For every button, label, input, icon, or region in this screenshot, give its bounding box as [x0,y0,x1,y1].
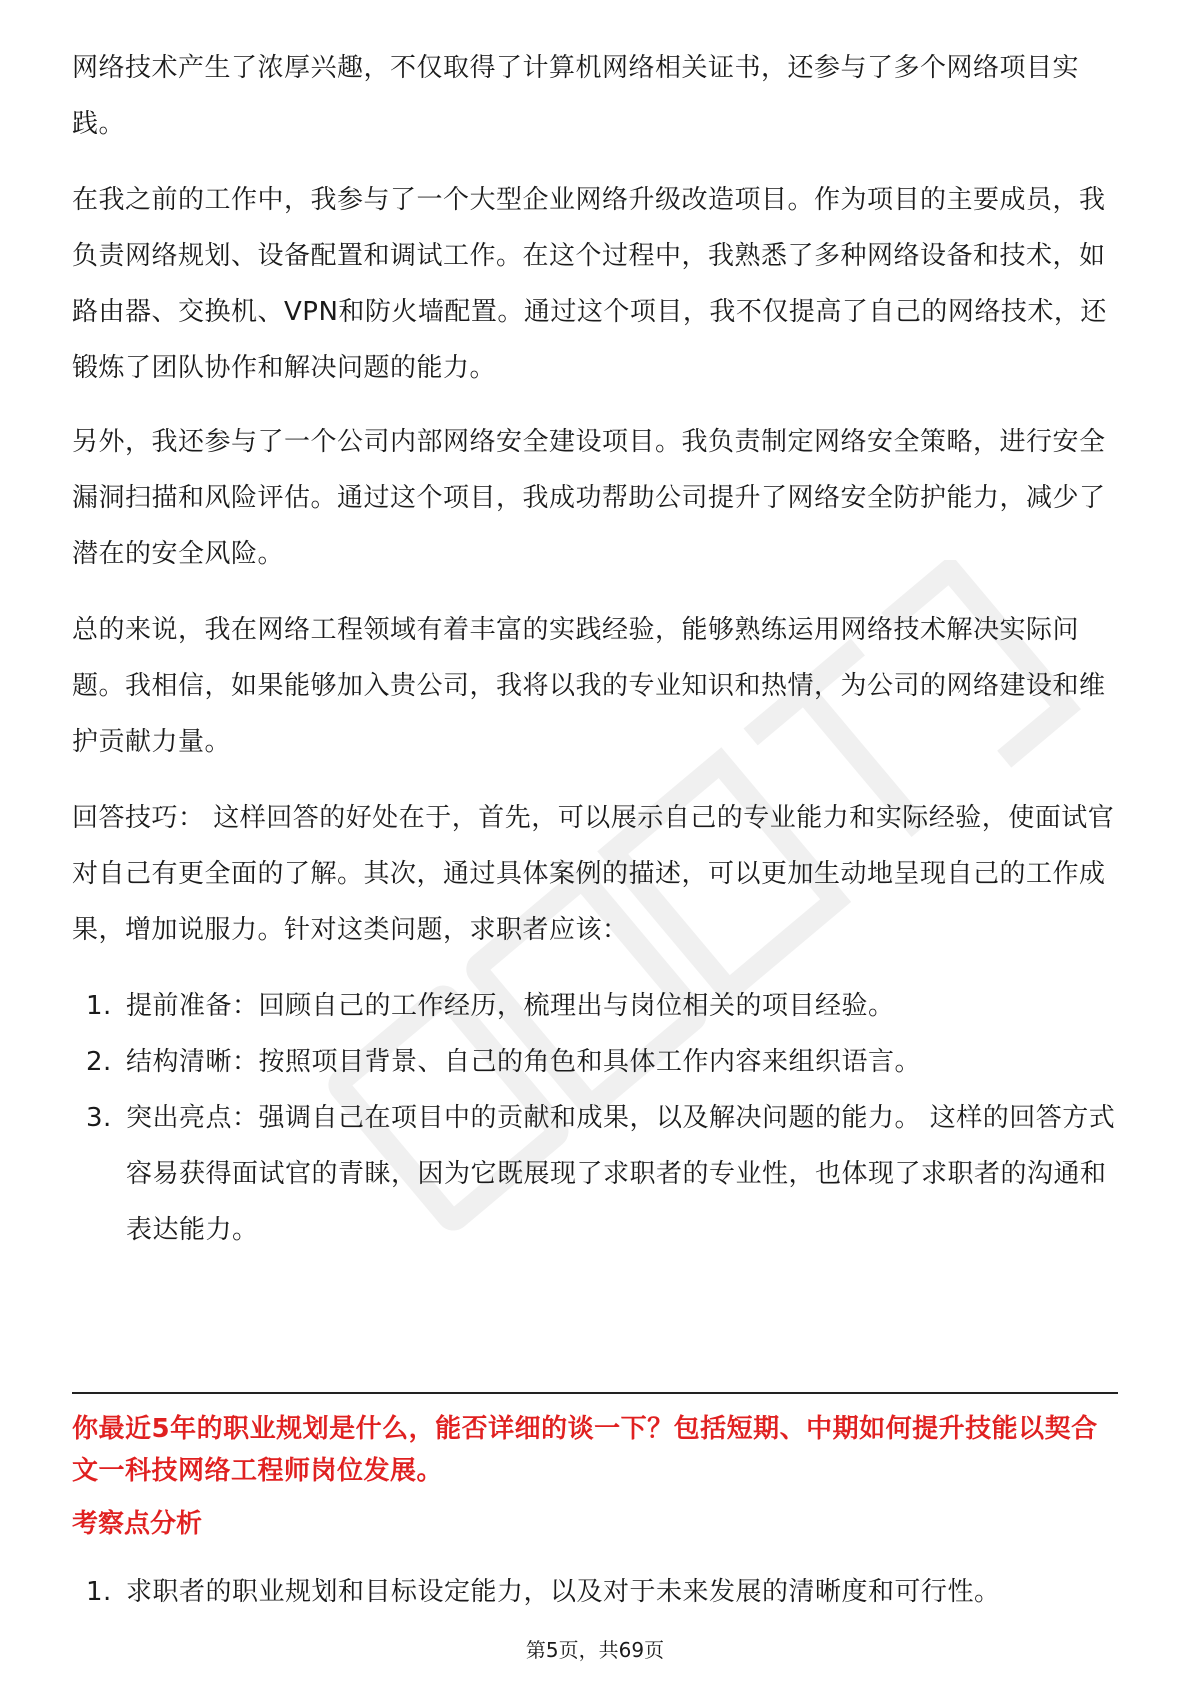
page-footer: 第5页，共69页 [525,1638,665,1662]
paragraph-security-project: 另外，我还参与了一个公司内部网络安全建设项目。我负责制定网络安全策略，进行安全漏洞扫描和风险评估。通过这个项目，我成功帮助公司提升了网络安全防护能力，减少了潜在的安全风险。 [72,427,1106,569]
list-item [72,978,1122,1034]
list-text: 结构清晰：按照项目背景、自己的角色和具体工作内容来组织语言。 [126,1047,922,1077]
list-text: 突出亮点：强调自己在项目中的贡献和成果，以及解决问题的能力。 这样的回答方式容易获得面试官的青睐，因为它既展现了求职者的专业性，也体现了求职者的沟通和表达能力。 [126,1103,1116,1245]
list-item [72,1564,1122,1620]
list-item [72,1034,1122,1090]
list-number: 1. [86,991,112,1021]
list-text: 提前准备：回顾自己的工作经历，梳理出与岗位相关的项目经验。 [126,991,895,1021]
analysis-list [72,1564,1122,1620]
list-number: 1. [86,1577,112,1607]
paragraph-network-upgrade: 在我之前的工作中，我参与了一个大型企业网络升级改造项目。作为项目的主要成员，我负责网络规划、设备配置和调试工作。在这个过程中，我熟悉了多种网络设备和技术，如路由器、交换机、VPN和防火墙配置。通过这个项目，我不仅提高了自己的网络技术，还锻炼了团队协作和解决问题的能力。 [72,185,1107,383]
list-number: 3. [86,1103,112,1133]
list-item [72,1090,1122,1258]
paragraph-intro-continued: 网络技术产生了浓厚兴趣，不仅取得了计算机网络相关证书，还参与了多个网络项目实践。 [72,53,1080,139]
paragraph-answer-tips: 回答技巧： 这样回答的好处在于，首先，可以展示自己的专业能力和实际经验，使面试官对自己有更全面的了解。其次，通过具体案例的描述，可以更加生动地呈现自己的工作成果，增加说服力。针对这类问题，求职者应该： [72,803,1115,945]
list-text: 求职者的职业规划和目标设定能力，以及对于未来发展的清晰度和可行性。 [126,1577,1001,1607]
analysis-title: 考察点分析 [72,1509,203,1539]
paragraph-summary: 总的来说，我在网络工程领域有着丰富的实践经验，能够熟练运用网络技术解决实际问题。我相信，如果能够加入贵公司，我将以我的专业知识和热情，为公司的网络建设和维护贡献力量。 [72,615,1106,757]
interview-question: 你最近5年的职业规划是什么，能否详细的谈一下？包括短期、中期如何提升技能以契合文一科技网络工程师岗位发展。 [72,1414,1098,1486]
tips-list [72,978,1122,1258]
list-number: 2. [86,1047,112,1077]
section-divider [72,1392,1118,1394]
